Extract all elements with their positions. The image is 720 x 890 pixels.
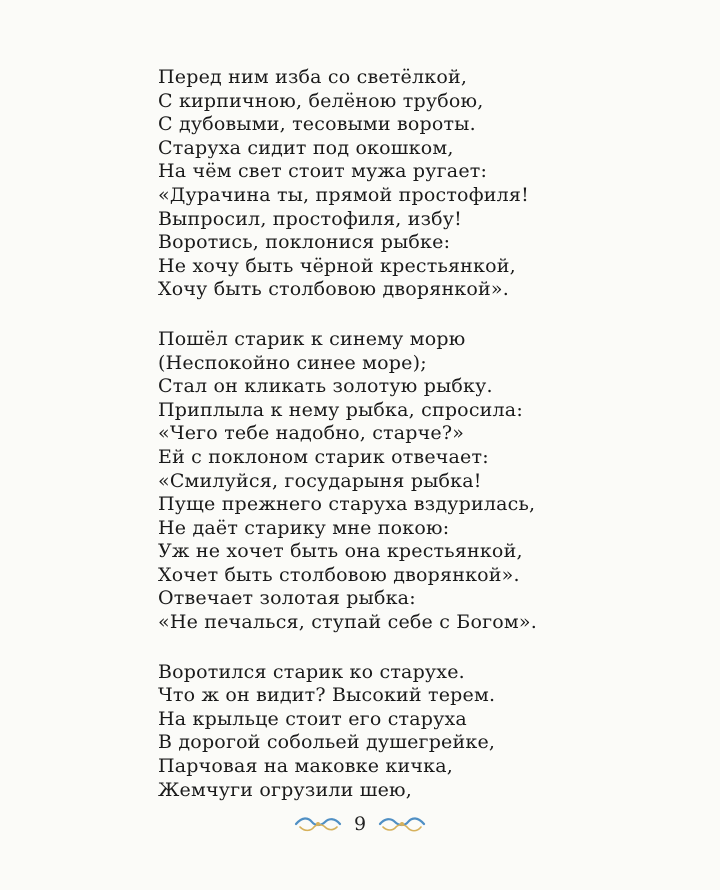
stanza-2 xyxy=(158,328,678,635)
poem-line: Ей с поклоном старик отвечает: xyxy=(158,445,489,468)
page-number: 9 xyxy=(353,813,367,835)
poem-line: (Неспокойно синее море); xyxy=(158,351,427,374)
poem-line: Выпросил, простофиля, избу! xyxy=(158,207,463,230)
stanza-3 xyxy=(158,661,678,803)
poem-line: Не даёт старику мне покою: xyxy=(158,516,450,539)
left-ornament-icon xyxy=(294,815,342,833)
right-ornament-icon xyxy=(378,815,426,833)
poem-line: Жемчуги огрузили шею, xyxy=(158,778,412,801)
poem-line: «Не печалься, ступай себе с Богом». xyxy=(158,611,537,634)
poem-line: Хочет быть столбовою дворянкой». xyxy=(158,563,520,586)
poem-line: В дорогой собольей душегрейке, xyxy=(158,731,496,754)
poem-line: «Дурачина ты, прямой простофиля! xyxy=(158,183,529,206)
poem-line: Перед ним изба со светёлкой, xyxy=(158,66,468,88)
poem-line: Парчовая на маковке кичка, xyxy=(158,755,453,778)
poem-line: Стал он кликать золотую рыбку. xyxy=(158,375,493,398)
stanza-1 xyxy=(158,66,678,302)
poem-line: На крыльце стоит его старуха xyxy=(158,707,467,730)
poem-line: На чём свет стоит мужа ругает: xyxy=(158,160,488,183)
poem-line: Старуха сидит под окошком, xyxy=(158,136,454,159)
poem-line: Приплыла к нему рыбка, спросила: xyxy=(158,398,523,421)
poem-line: Не хочу быть чёрной крестьянкой, xyxy=(158,254,516,277)
poem-line: Воротись, поклонися рыбке: xyxy=(158,231,451,254)
ornament-dot xyxy=(400,822,404,826)
poem-line: Что ж он видит? Высокий терем. xyxy=(158,684,496,707)
poem-line: Отвечает золотая рыбка: xyxy=(158,587,416,610)
poem-text xyxy=(158,66,678,802)
poem-line: Воротился старик ко старухе. xyxy=(158,660,465,683)
poem-line: С дубовыми, тесовыми вороты. xyxy=(158,113,476,136)
poem-line: «Смилуйся, государыня рыбка! xyxy=(158,469,482,492)
poem-line: «Чего тебе надобно, старче?» xyxy=(158,422,465,445)
poem-line: Уж не хочет быть она крестьянкой, xyxy=(158,540,523,563)
ornament-dot xyxy=(316,822,320,826)
poem-line: Пуще прежнего старуха вздурилась, xyxy=(158,493,536,516)
poem-line: С кирпичною, белёною трубою, xyxy=(158,89,484,112)
poem-line: Пошёл старик к синему морю xyxy=(158,327,466,350)
poem-line: Хочу быть столбовою дворянкой». xyxy=(158,278,509,301)
page-footer xyxy=(0,810,720,838)
